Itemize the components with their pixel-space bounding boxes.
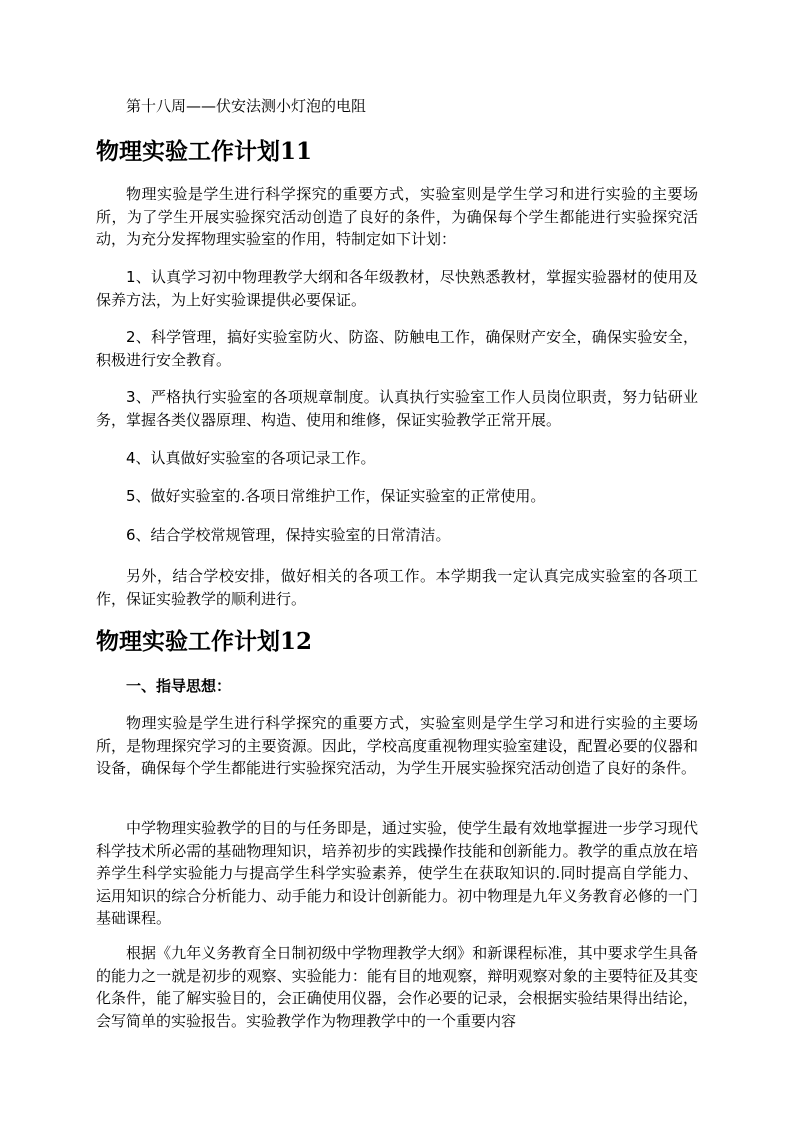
section-11-intro: 物理实验是学生进行科学探究的重要方式，实验室则是学生学习和进行实验的主要场所，为了学生开展实验探究活动创造了良好的条件，为确保每个学生都能进行实验探究活动，为充分发挥物理实验室的作用，特制定如下计划： bbox=[96, 185, 698, 249]
section-11-item-6: 6、结合学校常规管理，保持实验室的日常清洁。 bbox=[126, 526, 451, 544]
section-11-closing: 另外，结合学校安排，做好相关的各项工作。本学期我一定认真完成实验室的各项工作，保证实验教学的顺利进行。 bbox=[96, 567, 698, 608]
section-11-item-2: 2、科学管理，搞好实验室防火、防盗、防触电工作，确保财产安全，确保实验安全，积极进行安全教育。 bbox=[96, 328, 698, 369]
intro-line: 第十八周——伏安法测小灯泡的电阻 bbox=[126, 97, 367, 115]
section-12-paragraph-1: 物理实验是学生进行科学探究的重要方式，实验室则是学生学习和进行实验的主要场所，是物理探究学习的主要资源。因此，学校高度重视物理实验室建设，配置必要的仪器和设备，确保每个学生都能进行实验探究活动，为学生开展实验探究活动创造了良好的条件。 bbox=[96, 714, 698, 778]
section-12-title: 物理实验工作计划12 bbox=[96, 628, 313, 655]
section-11-item-5: 5、做好实验室的.各项日常维护工作，保证实验室的正常使用。 bbox=[126, 487, 546, 505]
section-12-subheading: 一、指导思想： bbox=[126, 677, 232, 695]
section-11-title: 物理实验工作计划11 bbox=[96, 138, 313, 165]
section-11-item-1: 1、认真学习初中物理教学大纲和各年级教材，尽快熟悉教材，掌握实验器材的使用及保养方法，为上好实验课提供必要保证。 bbox=[96, 268, 698, 309]
section-11-item-3: 3、严格执行实验室的各项规章制度。认真执行实验室工作人员岗位职责，努力钻研业务，掌握各类仪器原理、构造、使用和维修，保证实验教学正常开展。 bbox=[96, 388, 698, 429]
section-11-item-4: 4、认真做好实验室的各项记录工作。 bbox=[126, 449, 376, 467]
section-12-paragraph-3: 根据《九年义务教育全日制初级中学物理教学大纲》和新课程标准，其中要求学生具备的能力之一就是初步的观察、实验能力：能有目的地观察，辩明观察对象的主要特征及其变化条件，能了解实验目的，会正确使用仪器，会作必要的记录，会根据实验结果得出结论，会写简单的实验报告。实验教学作为物理教学中的一个重要内容 bbox=[96, 944, 698, 1030]
section-12-paragraph-2: 中学物理实验教学的目的与任务即是，通过实验，使学生最有效地掌握进一步学习现代科学技术所必需的基础物理知识，培养初步的实践操作技能和创新能力。教学的重点放在培养学生科学实验能力与提高学生科学实验素养，使学生在获取知识的.同时提高自学能力、运用知识的综合分析能力、动手能力和设计创新能力。初中物理是九年义务教育必修的一门基础课程。 bbox=[96, 819, 698, 928]
